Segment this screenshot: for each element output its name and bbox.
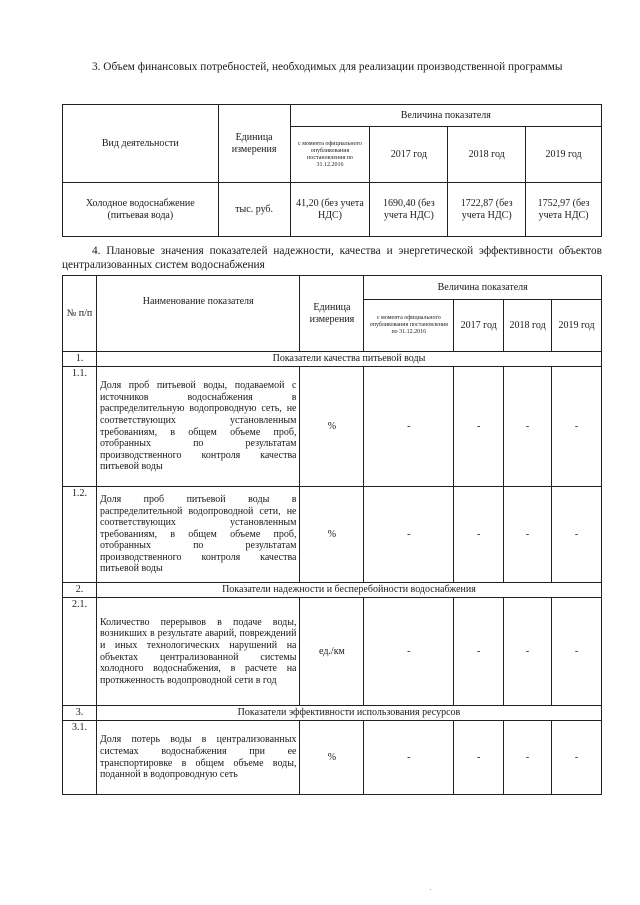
col-2019-header-2: 2019 год [552,300,602,352]
col-name-header: Наименование показателя [96,276,300,352]
group-title: Показатели эффективности использования ресурсов [96,706,601,721]
group-number: 2. [63,583,97,598]
row-number: 2.1. [63,598,97,706]
col-num-header: № п/п [63,276,97,352]
col-2017-header-2: 2017 год [454,300,504,352]
group-title: Показатели надежности и бесперебойности водоснабжения [96,583,601,598]
col-value-header-2: Величина показателя [364,276,602,300]
unit-cell: тыс. руб. [218,183,290,237]
row-number: 1.1. [63,367,97,487]
value-2019: - [552,487,602,583]
value-from: - [364,487,454,583]
value-2017: - [454,367,504,487]
value-2017: - [454,487,504,583]
indicator-unit: % [300,487,364,583]
row-number: 3.1. [63,721,97,795]
value-from-cell: 41,20 (без учета НДС) [290,183,370,237]
indicator-name: Количество перерывов в подаче воды, возникших в результате аварий, повреждений и иных технологических нарушений на объектах централизованной системы холодного водоснабжения, в расчете на протяженность водопроводной сети в год [96,598,300,706]
value-2018: - [504,598,552,706]
col-activity-header: Вид деятельности [63,105,219,183]
value-2019: - [552,598,602,706]
value-2019: - [552,367,602,487]
indicator-unit: % [300,367,364,487]
col-from-header: с момента официального опубликования постановления по 31.12.2016 [290,127,370,183]
value-2017-cell: 1690,40 (без учета НДС) [370,183,448,237]
value-2018: - [504,367,552,487]
value-2017: - [454,721,504,795]
financial-needs-table [62,104,602,237]
value-from: - [364,598,454,706]
col-value-header: Величина показателя [290,105,601,127]
value-2018: - [504,487,552,583]
group-title: Показатели качества питьевой воды [96,352,601,367]
value-2017: - [454,598,504,706]
activity-cell: Холодное водоснабжение (питьевая вода) [63,183,219,237]
col-2018-header-2: 2018 год [504,300,552,352]
value-2018: - [504,721,552,795]
group-number: 3. [63,706,97,721]
indicator-unit: ед./км [300,598,364,706]
value-2019: - [552,721,602,795]
value-2019-cell: 1752,97 (без учета НДС) [526,183,602,237]
col-from-header-2: с момента официального опубликования постановления по 31.12.2016 [364,300,454,352]
indicator-unit: % [300,721,364,795]
col-2018-header: 2018 год [448,127,526,183]
col-2017-header: 2017 год [370,127,448,183]
value-from: - [364,721,454,795]
page-mark: . [430,886,432,892]
value-2018-cell: 1722,87 (без учета НДС) [448,183,526,237]
col-unit-header: Единица измерения [218,105,290,183]
group-number: 1. [63,352,97,367]
row-number: 1.2. [63,487,97,583]
col-unit-header-2: Единица измерения [300,276,364,352]
indicator-name: Доля проб питьевой воды, подаваемой с источников водоснабжения в распределительную водопроводную сеть, не соответствующих установленным требованиям, в общем объеме проб, отобранных по результатам производственного контроля качества питьевой воды [96,367,300,487]
col-2019-header: 2019 год [526,127,602,183]
section4-heading: 4. Плановые значения показателей надежности, качества и энергетической эффективности объектов централизованных систем водоснабжения [62,245,602,271]
indicator-name: Доля проб питьевой воды в распределительной водопроводной сети, не соответствующих установленным требованиям, в общем объеме проб, отобранных по результатам производственного контроля качества питьевой воды [96,487,300,583]
section3-heading: 3. Объем финансовых потребностей, необходимых для реализации производственной программы [92,61,563,73]
indicators-table [62,275,602,795]
value-from: - [364,367,454,487]
indicator-name: Доля потерь воды в централизованных системах водоснабжения при ее транспортировке в общем объеме воды, поданной в водопроводную сеть [96,721,300,795]
